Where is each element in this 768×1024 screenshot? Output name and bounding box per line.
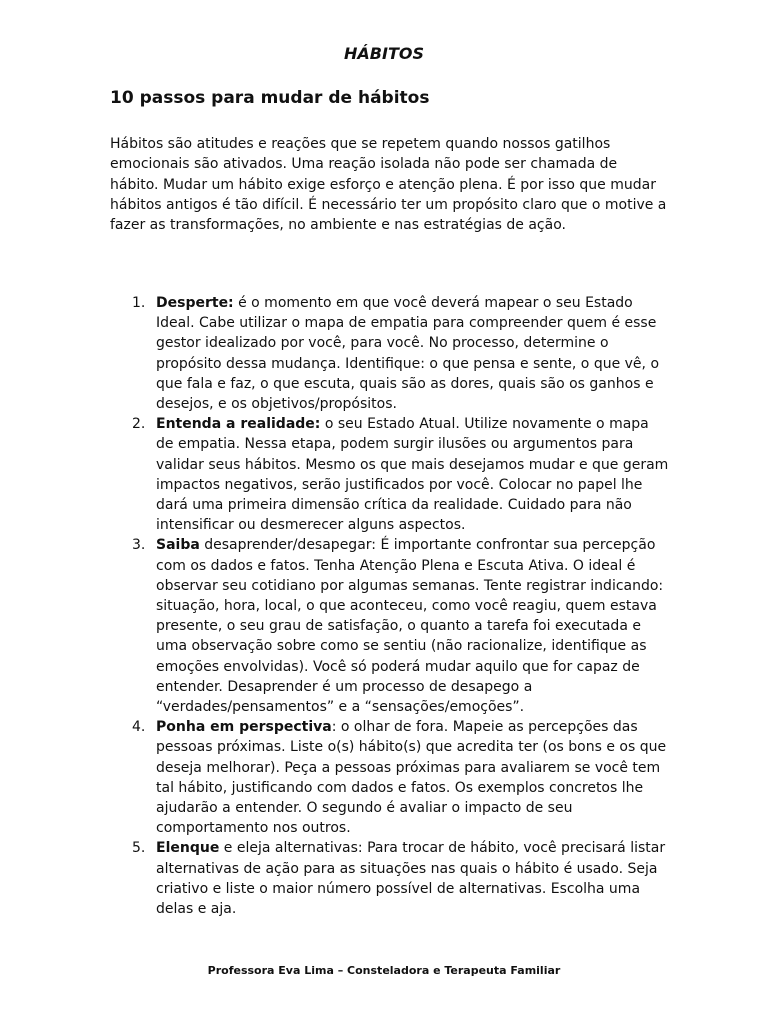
step-text: : o olhar de fora. Mapeie as percepções das pessoas próximas. Liste o(s) hábito(s) que acredita ter (os bons e os que deseja melhorar). Peça a pessoas próximas para avaliarem se você tem tal hábito, justificando com dados e fatos. Os exemplos concretos lhe ajudarão a entender. O segundo é avaliar o impacto de seu comportamento nos outros. <box>156 719 667 837</box>
step-number: 3. <box>132 537 146 554</box>
page-footer: Professora Eva Lima – Consteladora e Terapeuta Familiar <box>207 964 561 977</box>
step-number: 4. <box>132 719 146 736</box>
list-item-step-3 <box>110 535 670 717</box>
list-item-step-4 <box>110 717 670 838</box>
intro-paragraph: Hábitos são atitudes e reações que se repetem quando nossos gatilhos emocionais são ativados. Uma reação isolada não pode ser chamada de hábito. Mudar um hábito exige esforço e atenção plena. É por isso que mudar hábitos antigos é tão difícil. É necessário ter um propósito claro que o motive a fazer as transformações, no ambiente e nas estratégias de ação. <box>110 136 667 234</box>
step-text: o seu Estado Atual. Utilize novamente o mapa de empatia. Nessa etapa, podem surgir ilusões ou argumentos para validar seus hábitos. Mesmo os que mais desejamos mudar e que geram impactos negativos, serão justificados por você. Colocar no papel lhe dará uma primeira dimensão crítica da realidade. Cuidado para não intensificar ou desmerecer alguns aspectos. <box>156 416 669 534</box>
step-number: 1. <box>132 295 146 311</box>
list-item-step-2 <box>110 414 670 535</box>
step-term: Saiba <box>156 537 200 554</box>
steps-list <box>110 293 670 919</box>
step-term: Desperte: <box>156 295 234 311</box>
step-text: e eleja alternativas: Para trocar de hábito, você precisará listar alternativas de ação para as situações nas quais o hábito é usado. Seja criativo e liste o maior número possível de alternativas. Escolha uma delas e aja. <box>156 840 666 918</box>
step-number: 2. <box>132 416 146 433</box>
step-text: é o momento em que você deverá mapear o seu Estado Ideal. Cabe utilizar o mapa de empatia para compreender quem é esse gestor idealizado por você, para você. No processo, determine o propósito dessa mudança. Identifique: o que pensa e sente, o que vê, o que fala e faz, o que escuta, quais são as dores, quais são os ganhos e desejos, e os objetivos/propósitos. <box>156 295 660 413</box>
list-item-step-1 <box>110 293 670 414</box>
step-term: Elenque <box>156 840 220 857</box>
document-subtitle: 10 passos para mudar de hábitos <box>110 88 430 108</box>
document-title: HÁBITOS <box>344 44 424 63</box>
step-term: Ponha em perspectiva <box>156 719 332 736</box>
step-term: Entenda a realidade: <box>156 416 321 433</box>
step-text: desaprender/desapegar: É importante confrontar sua percepção com os dados e fatos. Tenha Atenção Plena e Escuta Ativa. O ideal é observar seu cotidiano por algumas semanas. Tente registrar indicando: situação, hora, local, o que aconteceu, como você reagiu, quem estava presente, o seu grau de satisfação, o quanto a tarefa foi executada e uma observação sobre como se sentiu (não racionalize, identifique as emoções envolvidas). Você só poderá mudar aquilo que for capaz de entender. Desaprender é um processo de desapego a “verdades/pensamentos” e a “sensações/emoções”. <box>156 537 664 716</box>
step-number: 5. <box>132 840 146 857</box>
list-item-step-5 <box>110 838 670 919</box>
